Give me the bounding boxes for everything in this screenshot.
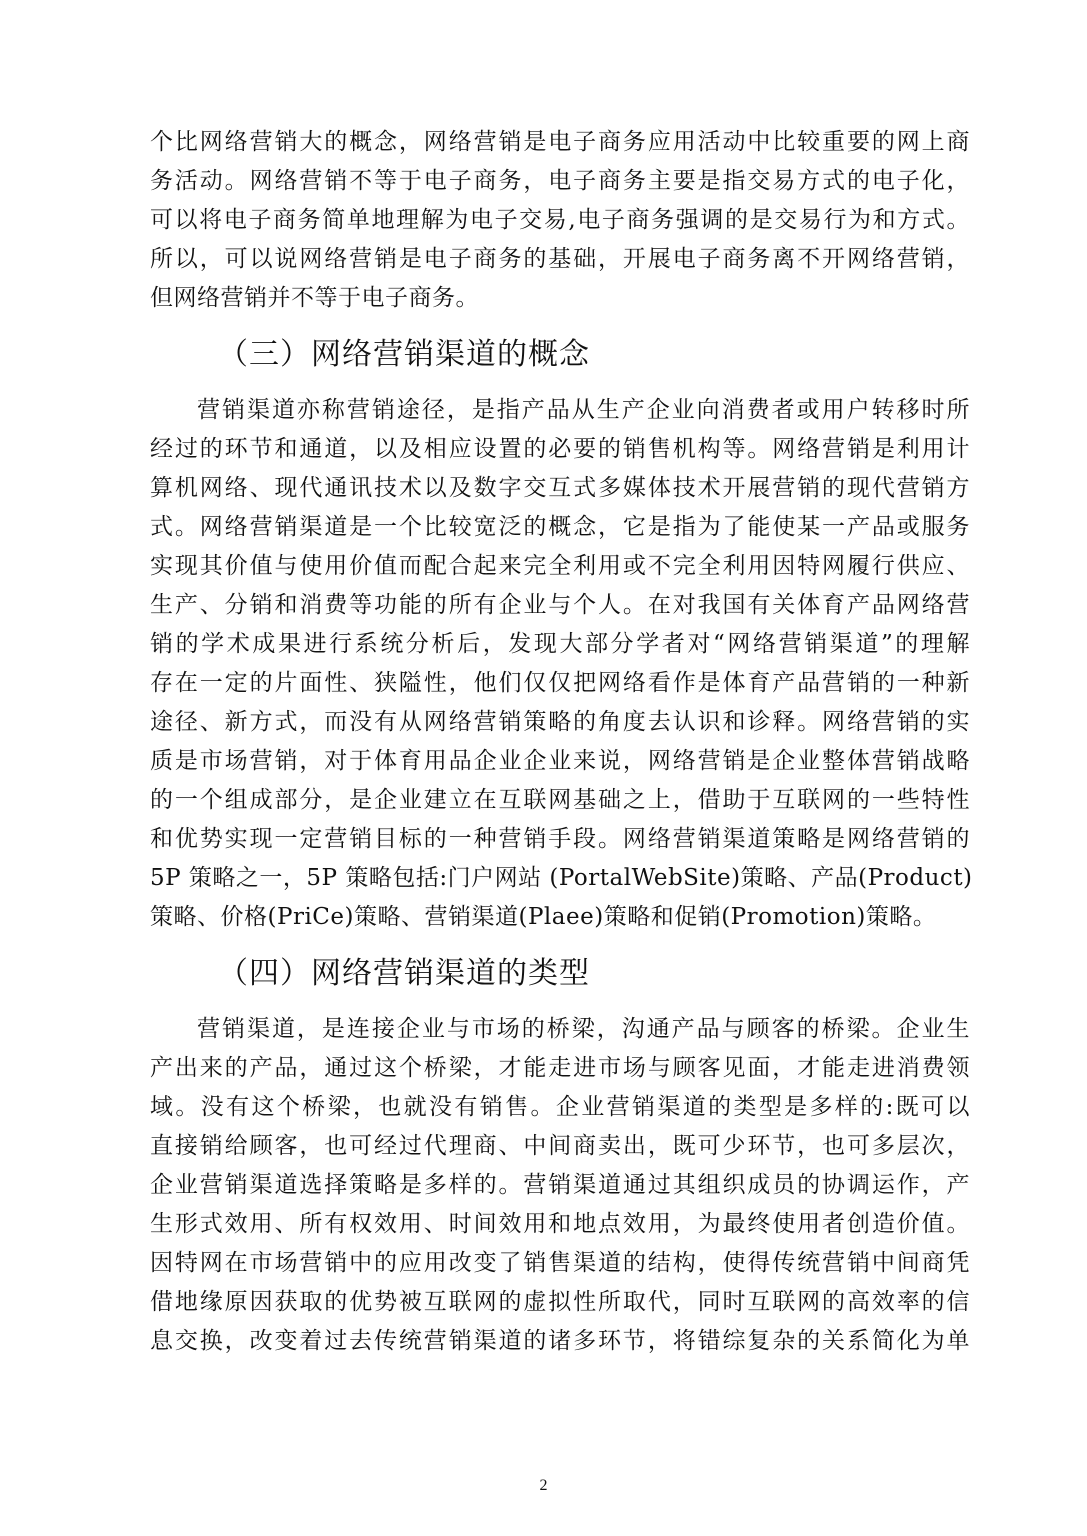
paragraph-3-line: 域。没有这个桥梁，也就没有销售。企业营销渠道的类型是多样的:既可以: [150, 1094, 970, 1120]
paragraph-2-line: 质是市场营销，对于体育用品企业企业来说，网络营销是企业整体营销战略: [150, 748, 970, 774]
paragraph-3-line: 息交换，改变着过去传统营销渠道的诸多环节，将错综复杂的关系简化为单: [150, 1328, 970, 1354]
paragraph-2-line: 营销渠道亦称营销途径，是指产品从生产企业向消费者或用户转移时所: [197, 397, 970, 423]
paragraph-2-line: 销的学术成果进行系统分析后，发现大部分学者对“网络营销渠道”的理解: [150, 631, 970, 657]
paragraph-2-line: 算机网络、现代通讯技术以及数字交互式多媒体技术开展营销的现代营销方: [150, 475, 970, 501]
paragraph-1-line: 所以，可以说网络营销是电子商务的基础，开展电子商务离不开网络营销，: [150, 246, 970, 272]
paragraph-2-line: 存在一定的片面性、狭隘性，他们仅仅把网络看作是体育产品营销的一种新: [150, 670, 970, 696]
paragraph-3-line: 直接销给顾客，也可经过代理商、中间商卖出，既可少环节，也可多层次，: [150, 1133, 970, 1159]
paragraph-1-line: 个比网络营销大的概念，网络营销是电子商务应用活动中比较重要的网上商: [150, 129, 970, 155]
paragraph-2-line: 的一个组成部分，是企业建立在互联网基础之上，借助于互联网的一些特性: [150, 787, 970, 813]
paragraph-2-line: 式。网络营销渠道是一个比较宽泛的概念，它是指为了能使某一产品或服务: [150, 514, 970, 540]
paragraph-2-line: 实现其价值与使用价值而配合起来完全利用或不完全利用因特网履行供应、: [150, 553, 970, 579]
paragraph-2-line: 5P 策略之一，5P 策略包括:门户网站 (PortalWebSite)策略、产品(Product): [150, 865, 973, 891]
section-heading-4: （四）网络营销渠道的类型: [218, 956, 590, 991]
page-number: 2: [539, 1477, 548, 1494]
paragraph-1-line: 务活动。网络营销不等于电子商务，电子商务主要是指交易方式的电子化，: [150, 168, 970, 194]
section-heading-3: （三）网络营销渠道的概念: [218, 337, 590, 372]
paragraph-1-line: 可以将电子商务简单地理解为电子交易,电子商务强调的是交易行为和方式。: [150, 207, 970, 233]
paragraph-2-line: 策略、价格(PriCe)策略、营销渠道(Plaee)策略和促销(Promotion)策略。: [150, 904, 937, 930]
paragraph-3-line: 生形式效用、所有权效用、时间效用和地点效用，为最终使用者创造价值。: [150, 1211, 970, 1237]
paragraph-2-line: 生产、分销和消费等功能的所有企业与个人。在对我国有关体育产品网络营: [150, 592, 970, 618]
paragraph-3-line: 因特网在市场营销中的应用改变了销售渠道的结构，使得传统营销中间商凭: [150, 1250, 970, 1276]
paragraph-3-line: 借地缘原因获取的优势被互联网的虚拟性所取代，同时互联网的高效率的信: [150, 1289, 970, 1315]
paragraph-2-line: 途径、新方式，而没有从网络营销策略的角度去认识和诊释。网络营销的实: [150, 709, 970, 735]
paragraph-3-line: 营销渠道，是连接企业与市场的桥梁，沟通产品与顾客的桥梁。企业生: [197, 1016, 970, 1042]
paragraph-1-line: 但网络营销并不等于电子商务。: [150, 285, 479, 311]
paragraph-2-line: 经过的环节和通道，以及相应设置的必要的销售机构等。网络营销是利用计: [150, 436, 970, 462]
paragraph-2-line: 和优势实现一定营销目标的一种营销手段。网络营销渠道策略是网络营销的: [150, 826, 970, 852]
paragraph-3-line: 产出来的产品，通过这个桥梁，才能走进市场与顾客见面，才能走进消费领: [150, 1055, 970, 1081]
paragraph-3-line: 企业营销渠道选择策略是多样的。营销渠道通过其组织成员的协调运作，产: [150, 1172, 970, 1198]
